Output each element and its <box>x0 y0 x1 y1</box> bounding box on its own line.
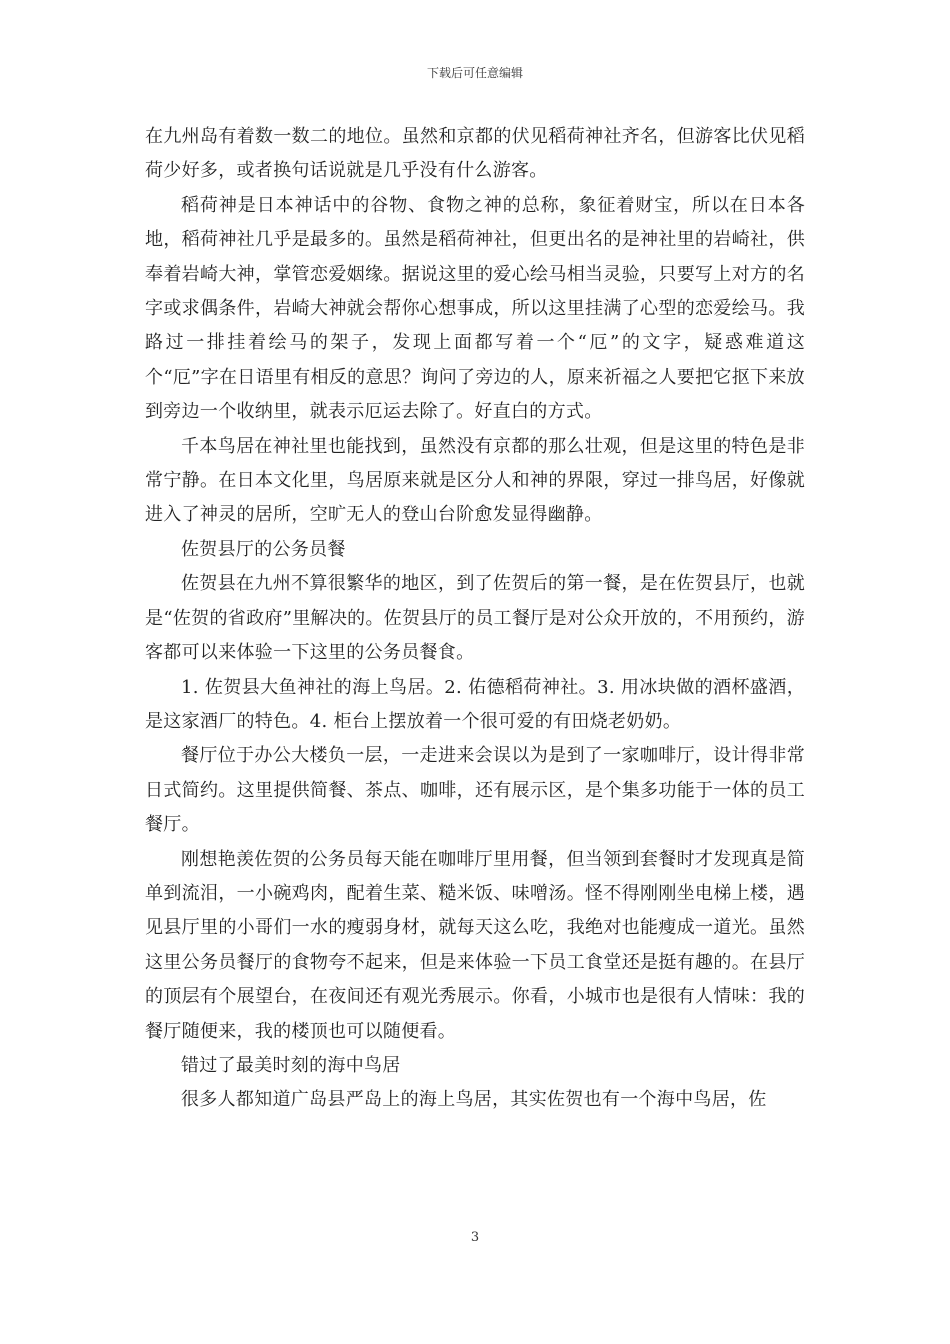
paragraph: 在九州岛有着数一数二的地位。虽然和京都的伏见稻荷神社齐名，但游客比伏见稻荷少好多，或者换句话说就是几乎没有什么游客。 <box>145 126 805 182</box>
paragraph: 佐贺县在九州不算很繁华的地区，到了佐贺后的第一餐，是在佐贺县厅，也就是“佐贺的省政府”里解决的。佐贺县厅的员工餐厅是对公众开放的，不用预约，游客都可以来体验一下这里的公务员餐食。 <box>145 573 805 664</box>
paragraph: 千本鸟居在神社里也能找到，虽然没有京都的那么壮观，但是这里的特色是非常宁静。在日本文化里，鸟居原来就是区分人和神的界限，穿过一排鸟居，好像就进入了神灵的居所，空旷无人的登山台阶愈发显得幽静。 <box>145 435 805 526</box>
section-heading: 错过了最美时刻的海中鸟居 <box>181 1054 401 1076</box>
body-text <box>145 120 805 1118</box>
paragraph: 刚想艳羡佐贺的公务员每天能在咖啡厅里用餐，但当领到套餐时才发现真是简单到流泪，一小碗鸡肉，配着生菜、糙米饭、味噌汤。怪不得刚刚坐电梯上楼，遇见县厅里的小哥们一水的瘦弱身材，就每天这么吃，我绝对也能瘦成一道光。虽然这里公务员餐厅的食物夸不起来，但是来体验一下员工食堂还是挺有趣的。在县厅的顶层有个展望台，在夜间还有观光秀展示。你看，小城市也是很有人情味：我的餐厅随便来，我的楼顶也可以随便看。 <box>145 848 805 1042</box>
section-heading: 佐贺县厅的公务员餐 <box>181 538 346 560</box>
page-header: 下载后可任意编辑 <box>426 66 523 80</box>
paragraph: 很多人都知道广岛县严岛上的海上鸟居，其实佐贺也有一个海中鸟居，佐 <box>181 1089 767 1111</box>
photo-caption: 1. 佐贺县大鱼神社的海上鸟居。2. 佑德稻荷神社。3. 用冰块做的酒杯盛酒，是这家酒厂的特色。4. 柜台上摆放着一个很可爱的有田烧老奶奶。 <box>145 676 805 732</box>
paragraph: 餐厅位于办公大楼负一层，一走进来会误以为是到了一家咖啡厅，设计得非常日式简约。这里提供简餐、茶点、咖啡，还有展示区，是个集多功能于一体的员工餐厅。 <box>145 745 805 836</box>
paragraph: 稻荷神是日本神话中的谷物、食物之神的总称，象征着财宝，所以在日本各地，稻荷神社几乎是最多的。虽然是稻荷神社，但更出名的是神社里的岩崎社，供奉着岩崎大神，掌管恋爱姻缘。据说这里的爱心绘马相当灵验，只要写上对方的名字或求偶条件，岩崎大神就会帮你心想事成，所以这里挂满了心型的恋爱绘马。我路过一排挂着绘马的架子，发现上面都写着一个“厄”的文字，疑惑难道这个“厄”字在日语里有相反的意思？询问了旁边的人，原来祈福之人要把它抠下来放到旁边一个收纳里，就表示厄运去除了。好直白的方式。 <box>145 194 805 423</box>
page-number: 3 <box>470 1230 480 1245</box>
